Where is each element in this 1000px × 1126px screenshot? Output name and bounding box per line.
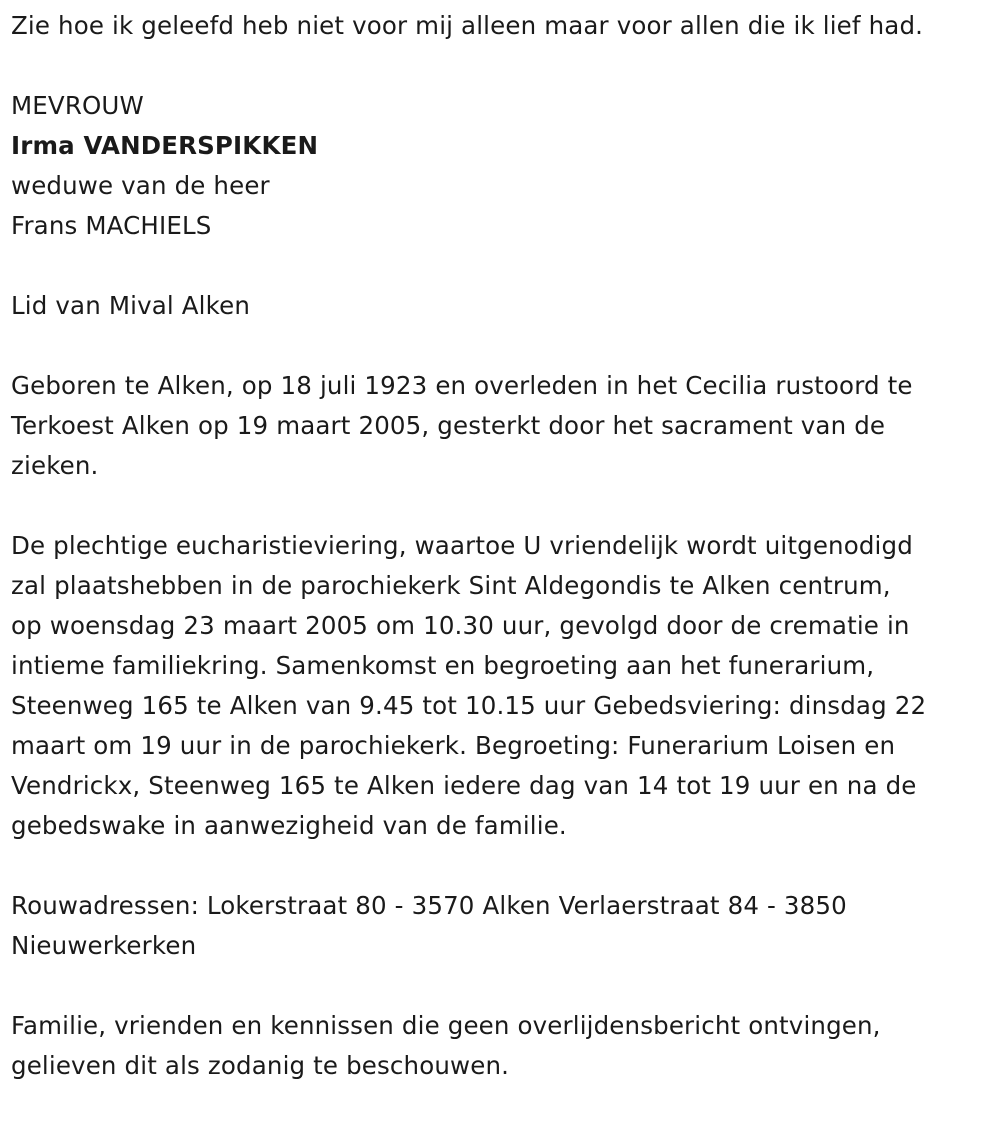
motto: Zie hoe ik geleefd heb niet voor mij alleen maar voor allen die ik lief had. xyxy=(11,11,924,40)
paragraph-line: Rouwadressen: Lokerstraat 80 - 3570 Alken Verlaerstraat 84 - 3850 xyxy=(11,891,847,920)
paragraph-line: zieken. xyxy=(11,451,99,480)
paragraph-line: Steenweg 165 te Alken van 9.45 tot 10.15 uur Gebedsviering: dinsdag 22 xyxy=(11,691,927,720)
spacer xyxy=(11,966,989,1006)
closing-paragraph xyxy=(11,1006,989,1086)
spacer xyxy=(11,846,989,886)
paragraph-line: gelieven dit als zodanig te beschouwen. xyxy=(11,1051,510,1080)
paragraph-line: maart om 19 uur in de parochiekerk. Begroeting: Funerarium Loisen en xyxy=(11,731,896,760)
spacer xyxy=(11,46,989,86)
spouse-name: Frans MACHIELS xyxy=(11,211,212,240)
relation-text: weduwe van de heer xyxy=(11,171,270,200)
spacer xyxy=(11,246,989,286)
paragraph-line: Geboren te Alken, op 18 juli 1923 en overleden in het Cecilia rustoord te xyxy=(11,371,913,400)
paragraph-line: op woensdag 23 maart 2005 om 10.30 uur, gevolgd door de crematie in xyxy=(11,611,910,640)
paragraph-line: Nieuwerkerken xyxy=(11,931,197,960)
honorific-title: MEVROUW xyxy=(11,91,144,120)
addresses-paragraph xyxy=(11,886,989,966)
membership-text: Lid van Mival Alken xyxy=(11,291,251,320)
paragraph-line: Terkoest Alken op 19 maart 2005, gesterkt door het sacrament van de xyxy=(11,411,886,440)
deceased-name: Irma VANDERSPIKKEN xyxy=(11,131,319,160)
ceremony-paragraph xyxy=(11,526,989,846)
obituary-document xyxy=(11,6,989,1086)
spacer xyxy=(11,486,989,526)
paragraph-line: zal plaatshebben in de parochiekerk Sint Aldegondis te Alken centrum, xyxy=(11,571,891,600)
birth-death-paragraph xyxy=(11,366,989,486)
paragraph-line: Familie, vrienden en kennissen die geen overlijdensbericht ontvingen, xyxy=(11,1011,881,1040)
paragraph-line: intieme familiekring. Samenkomst en begroeting aan het funerarium, xyxy=(11,651,875,680)
paragraph-line: gebedswake in aanwezigheid van de familie. xyxy=(11,811,567,840)
paragraph-line: Vendrickx, Steenweg 165 te Alken iedere dag van 14 tot 19 uur en na de xyxy=(11,771,917,800)
paragraph-line: De plechtige eucharistieviering, waartoe U vriendelijk wordt uitgenodigd xyxy=(11,531,913,560)
spacer xyxy=(11,326,989,366)
